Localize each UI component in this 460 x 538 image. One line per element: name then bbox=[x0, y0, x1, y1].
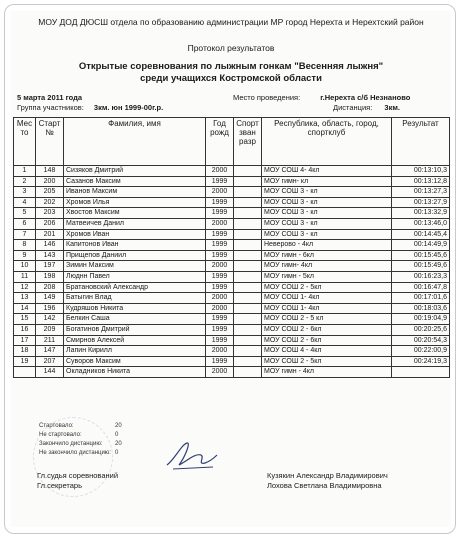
competition-title-line1: Открытые соревнования по лыжным гонкам "Весенняя лыжня" bbox=[78, 61, 384, 72]
cell-result: 00:13:27,3 bbox=[392, 187, 450, 198]
cell-rank bbox=[234, 324, 262, 335]
cell-start: 196 bbox=[36, 303, 64, 314]
cell-place: 10 bbox=[14, 261, 36, 272]
group-value: 3км. юн 1999-00г.р. bbox=[93, 103, 164, 112]
cell-rank bbox=[234, 271, 262, 282]
cell-start: 147 bbox=[36, 346, 64, 357]
cell-start: 200 bbox=[36, 176, 64, 187]
cell-year: 1999 bbox=[206, 208, 234, 219]
cell-rank bbox=[234, 293, 262, 304]
cell-year: 2000 bbox=[206, 218, 234, 229]
cell-place: 19 bbox=[14, 356, 36, 367]
table-row bbox=[14, 346, 450, 357]
cell-club: МОУ СОШ 1- 4кл bbox=[262, 293, 392, 304]
cell-rank bbox=[234, 250, 262, 261]
cell-year: 1999 bbox=[206, 271, 234, 282]
cell-year: 2000 bbox=[206, 187, 234, 198]
col-header-rank: Спорт зван разр bbox=[234, 118, 262, 166]
cell-club: МОУ СОШ 2 - 5кл bbox=[262, 356, 392, 367]
organization-header: МОУ ДОД ДЮСШ отдела по образованию администрации МР город Нерехта и Нерехтский район bbox=[38, 17, 424, 27]
cell-start: 202 bbox=[36, 197, 64, 208]
protocol-title: Протокол результатов bbox=[187, 43, 275, 53]
cell-start: 207 bbox=[36, 356, 64, 367]
cell-year: 1999 bbox=[206, 176, 234, 187]
cell-start: 198 bbox=[36, 271, 64, 282]
cell-start: 209 bbox=[36, 324, 64, 335]
event-date: 5 марта 2011 года bbox=[17, 93, 83, 102]
signature-image bbox=[161, 435, 221, 475]
cell-place: 18 bbox=[14, 346, 36, 357]
cell-start: 142 bbox=[36, 314, 64, 325]
cell-name: Хвостов Максим bbox=[64, 208, 206, 219]
stat-started: Стартовало: 20 bbox=[39, 423, 122, 429]
cell-name: Окладников Никита bbox=[64, 367, 206, 378]
table-row bbox=[14, 303, 450, 314]
cell-place: 5 bbox=[14, 208, 36, 219]
table-row bbox=[14, 166, 450, 177]
venue-value: г.Нерехта с/б Незнаново bbox=[320, 93, 411, 102]
cell-rank bbox=[234, 197, 262, 208]
cell-rank bbox=[234, 356, 262, 367]
cell-result: 00:22:00,9 bbox=[392, 346, 450, 357]
cell-name: Сазанов Максим bbox=[64, 176, 206, 187]
cell-start: 205 bbox=[36, 187, 64, 198]
table-row bbox=[14, 261, 450, 272]
competition-title bbox=[11, 61, 451, 85]
cell-result: 00:13:46,0 bbox=[392, 218, 450, 229]
cell-start: 197 bbox=[36, 261, 64, 272]
table-row bbox=[14, 293, 450, 304]
cell-start: 149 bbox=[36, 293, 64, 304]
cell-result: 00:20:25,6 bbox=[392, 324, 450, 335]
table-row bbox=[14, 282, 450, 293]
cell-club: МОУ СОШ 1- 4кл bbox=[262, 303, 392, 314]
cell-year: 1999 bbox=[206, 314, 234, 325]
stat-not-finished: Не закончило дистанцию: 0 bbox=[39, 450, 119, 456]
cell-club: МОУ СОШ 3 - кл bbox=[262, 229, 392, 240]
cell-place: 14 bbox=[14, 303, 36, 314]
cell-rank bbox=[234, 303, 262, 314]
cell-name: Иванов Максим bbox=[64, 187, 206, 198]
distance-label: Дистанция: bbox=[333, 103, 373, 112]
cell-rank bbox=[234, 261, 262, 272]
cell-year: 1999 bbox=[206, 335, 234, 346]
cell-rank bbox=[234, 176, 262, 187]
cell-name: Суворов Максим bbox=[64, 356, 206, 367]
cell-place: 11 bbox=[14, 271, 36, 282]
table-row bbox=[14, 356, 450, 367]
distance bbox=[253, 103, 400, 112]
cell-place: 12 bbox=[14, 282, 36, 293]
cell-place: 4 bbox=[14, 197, 36, 208]
cell-rank bbox=[234, 218, 262, 229]
cell-start: 203 bbox=[36, 208, 64, 219]
cell-result: 00:24:19,3 bbox=[392, 356, 450, 367]
cell-name: Батыгин Влад bbox=[64, 293, 206, 304]
cell-name: Зимин Максим bbox=[64, 261, 206, 272]
participant-group bbox=[17, 103, 163, 112]
stat-not-started: Не стартовало: 0 bbox=[39, 432, 119, 438]
col-header-club: Республика, область, город, спортклуб bbox=[262, 118, 392, 166]
table-row bbox=[14, 176, 450, 187]
cell-place: 16 bbox=[14, 324, 36, 335]
cell-result: 00:15:45,6 bbox=[392, 250, 450, 261]
cell-start: 211 bbox=[36, 335, 64, 346]
cell-year: 2000 bbox=[206, 303, 234, 314]
cell-club: МОУ гимн - 5кл bbox=[262, 271, 392, 282]
table-row bbox=[14, 218, 450, 229]
cell-club: МОУ СОШ 4- 4кл bbox=[262, 166, 392, 177]
cell-start: 148 bbox=[36, 166, 64, 177]
judge-label: Гл.судья соревнований bbox=[37, 471, 119, 480]
table-row bbox=[14, 229, 450, 240]
cell-result: 00:16:23,3 bbox=[392, 271, 450, 282]
cell-result: 00:14:49,9 bbox=[392, 240, 450, 251]
table-row bbox=[14, 240, 450, 251]
venue-label: Место проведения: bbox=[233, 93, 301, 102]
cell-year: 1999 bbox=[206, 324, 234, 335]
cell-place bbox=[14, 367, 36, 378]
competition-title-line2: среди учащихся Костромской области bbox=[140, 73, 322, 84]
cell-rank bbox=[234, 335, 262, 346]
cell-result: 00:15:49,6 bbox=[392, 261, 450, 272]
cell-place: 6 bbox=[14, 218, 36, 229]
cell-place: 13 bbox=[14, 293, 36, 304]
cell-start: 206 bbox=[36, 218, 64, 229]
secretary-label: Гл.секретарь bbox=[37, 481, 82, 490]
document-frame bbox=[4, 4, 456, 534]
cell-name: Белкин Саша bbox=[64, 314, 206, 325]
cell-club: МОУ СОШ 3 - кл bbox=[262, 208, 392, 219]
cell-rank bbox=[234, 367, 262, 378]
judge-name: Кузякин Александр Владимирович bbox=[267, 471, 388, 480]
cell-year: 1999 bbox=[206, 240, 234, 251]
cell-result bbox=[392, 367, 450, 378]
table-row bbox=[14, 197, 450, 208]
cell-year: 1999 bbox=[206, 356, 234, 367]
cell-club: МОУ СОШ 3 - кл bbox=[262, 197, 392, 208]
cell-place: 17 bbox=[14, 335, 36, 346]
group-label: Группа участников: bbox=[17, 103, 84, 112]
cell-result: 00:20:54,3 bbox=[392, 335, 450, 346]
cell-place: 2 bbox=[14, 176, 36, 187]
col-header-year: Год рожд bbox=[206, 118, 234, 166]
table-row bbox=[14, 324, 450, 335]
cell-name: Богатинов Дмитрий bbox=[64, 324, 206, 335]
cell-club: МОУ СОШ 2 - 6кл bbox=[262, 335, 392, 346]
cell-name: Хромов Иван bbox=[64, 229, 206, 240]
cell-year: 1999 bbox=[206, 250, 234, 261]
cell-result: 00:13:27,9 bbox=[392, 197, 450, 208]
cell-place: 7 bbox=[14, 229, 36, 240]
cell-start: 143 bbox=[36, 250, 64, 261]
cell-club: МОУ гимн- кл bbox=[262, 176, 392, 187]
cell-club: МОУ СОШ 3 - кл bbox=[262, 187, 392, 198]
cell-year: 1999 bbox=[206, 229, 234, 240]
cell-result: 00:16:47,8 bbox=[392, 282, 450, 293]
table-row bbox=[14, 367, 450, 378]
table-row bbox=[14, 271, 450, 282]
cell-year: 2000 bbox=[206, 346, 234, 357]
cell-result: 00:13:10,3 bbox=[392, 166, 450, 177]
cell-club: МОУ гимн- 4кл bbox=[262, 261, 392, 272]
cell-result: 00:14:45,4 bbox=[392, 229, 450, 240]
cell-result: 00:13:12,8 bbox=[392, 176, 450, 187]
cell-name: Капитонов Иван bbox=[64, 240, 206, 251]
cell-rank bbox=[234, 240, 262, 251]
cell-name: Хромов Илья bbox=[64, 197, 206, 208]
col-header-name: Фамилия, имя bbox=[64, 118, 206, 166]
cell-place: 9 bbox=[14, 250, 36, 261]
secretary-name: Лохова Светлана Владимировна bbox=[267, 481, 382, 490]
table-row bbox=[14, 314, 450, 325]
cell-result: 00:19:04,9 bbox=[392, 314, 450, 325]
cell-name: Люднн Павел bbox=[64, 271, 206, 282]
protocol-page bbox=[11, 11, 451, 527]
col-header-result: Результат bbox=[392, 118, 450, 166]
col-header-start: Старт № bbox=[36, 118, 64, 166]
results-table bbox=[13, 117, 450, 378]
cell-name: Кудряшов Никита bbox=[64, 303, 206, 314]
cell-club: Неверово - 4кл bbox=[262, 240, 392, 251]
table-row bbox=[14, 208, 450, 219]
table-row bbox=[14, 335, 450, 346]
cell-rank bbox=[234, 187, 262, 198]
table-row bbox=[14, 187, 450, 198]
cell-year: 1999 bbox=[206, 197, 234, 208]
cell-club: МОУ СОШ 2 - 5 кл bbox=[262, 314, 392, 325]
cell-start: 144 bbox=[36, 367, 64, 378]
cell-name: Лапин Кирилл bbox=[64, 346, 206, 357]
table-row bbox=[14, 250, 450, 261]
cell-place: 3 bbox=[14, 187, 36, 198]
cell-name: Матвеичев Данил bbox=[64, 218, 206, 229]
cell-rank bbox=[234, 282, 262, 293]
col-header-place: Мес то bbox=[14, 118, 36, 166]
cell-name: Сизяков Дмитрий bbox=[64, 166, 206, 177]
cell-name: Смирнов Алексей bbox=[64, 335, 206, 346]
distance-value: 3км. bbox=[384, 103, 400, 112]
cell-rank bbox=[234, 314, 262, 325]
cell-result: 00:13:32,9 bbox=[392, 208, 450, 219]
cell-club: МОУ гимн - 4кл bbox=[262, 367, 392, 378]
cell-club: МОУ СОШ 2 - 5кл bbox=[262, 282, 392, 293]
cell-year: 2000 bbox=[206, 261, 234, 272]
cell-place: 8 bbox=[14, 240, 36, 251]
cell-start: 201 bbox=[36, 229, 64, 240]
cell-place: 15 bbox=[14, 314, 36, 325]
cell-rank bbox=[234, 346, 262, 357]
cell-club: МОУ СОШ 4 - 4кл bbox=[262, 346, 392, 357]
cell-year: 2000 bbox=[206, 166, 234, 177]
cell-club: МОУ СОШ 2 - 6кл bbox=[262, 324, 392, 335]
cell-name: Прищепов Даниил bbox=[64, 250, 206, 261]
cell-club: МОУ СОШ 3 - кл bbox=[262, 218, 392, 229]
cell-result: 00:17:01,6 bbox=[392, 293, 450, 304]
cell-start: 146 bbox=[36, 240, 64, 251]
cell-rank bbox=[234, 229, 262, 240]
table-header-row bbox=[14, 118, 450, 166]
cell-rank bbox=[234, 166, 262, 177]
cell-start: 208 bbox=[36, 282, 64, 293]
cell-place: 1 bbox=[14, 166, 36, 177]
cell-year: 2000 bbox=[206, 293, 234, 304]
venue bbox=[233, 93, 410, 102]
cell-rank bbox=[234, 208, 262, 219]
cell-year: 1999 bbox=[206, 282, 234, 293]
cell-result: 00:18:03,6 bbox=[392, 303, 450, 314]
cell-club: МОУ гимн - 6кл bbox=[262, 250, 392, 261]
stat-finished: Закончило дистанцию: 20 bbox=[39, 441, 122, 447]
cell-year: 2000 bbox=[206, 367, 234, 378]
cell-name: Братановский Александр bbox=[64, 282, 206, 293]
